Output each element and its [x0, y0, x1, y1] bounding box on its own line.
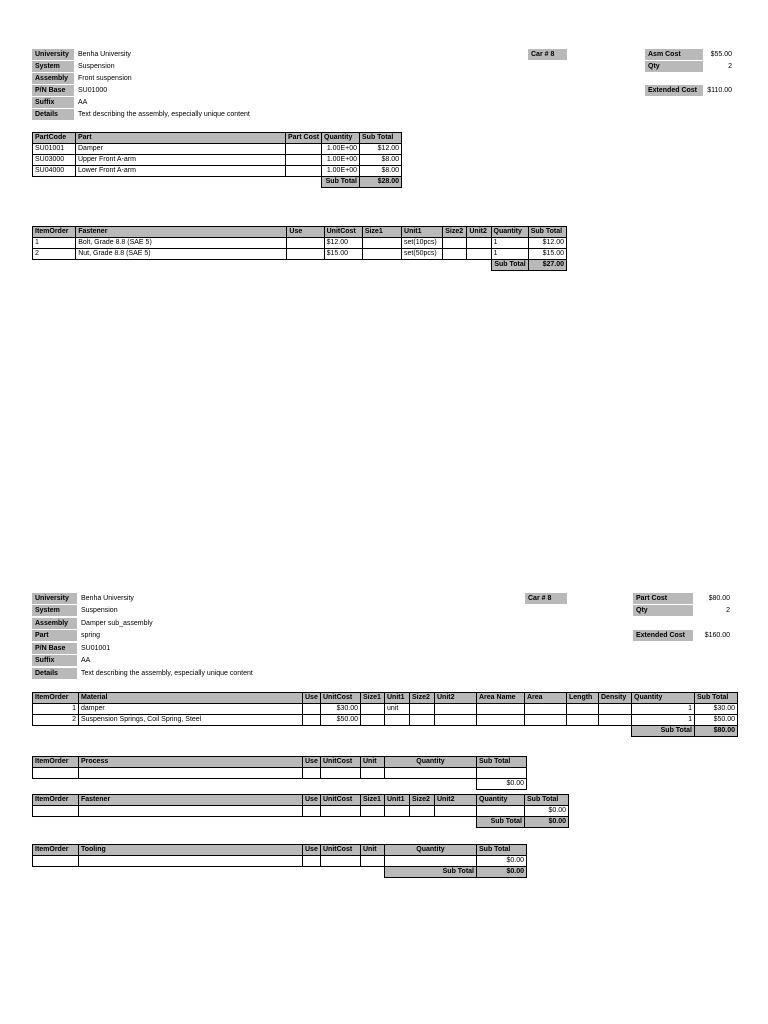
- column-header: UnitCost: [321, 795, 361, 806]
- table-cell: [410, 704, 435, 715]
- table-header-row: [33, 757, 527, 768]
- subtotal-value: $0.00: [525, 817, 569, 828]
- table-cell: set(50pcs): [402, 249, 443, 260]
- table-cell: $0.00: [477, 856, 527, 867]
- info-label: Details: [32, 668, 77, 679]
- table-cell: [385, 715, 410, 726]
- subtotal-row: [33, 867, 527, 878]
- info-value: Text describing the assembly, especially unique content: [78, 111, 250, 118]
- table-cell: $8.00: [360, 155, 402, 166]
- column-header: Unit2: [435, 693, 477, 704]
- table-cell: 2: [33, 249, 76, 260]
- table-cell: $30.00: [695, 704, 738, 715]
- table-row: [33, 856, 527, 867]
- table-row: [33, 144, 402, 155]
- info-value: spring: [81, 632, 101, 639]
- subtotal-row: [33, 260, 567, 271]
- materials-table: [32, 692, 738, 737]
- process-table: [32, 756, 527, 790]
- subtotal-label: Sub Total: [322, 177, 360, 188]
- table-cell: [286, 166, 322, 177]
- table-cell: $50.00: [321, 715, 361, 726]
- table-cell: $15.00: [528, 249, 566, 260]
- column-header: Length: [567, 693, 599, 704]
- column-header: ItemOrder: [33, 795, 79, 806]
- part-cost-label: Part Cost: [633, 593, 693, 604]
- column-header: Quantity: [477, 795, 525, 806]
- info-value: Suspension: [78, 63, 115, 70]
- column-header: Size2: [443, 227, 467, 238]
- car-number: Car # 8: [528, 49, 567, 60]
- extended-cost-value: $110.00: [707, 87, 732, 94]
- column-header: Tooling: [79, 845, 303, 856]
- fasteners-table: [32, 226, 567, 271]
- info-label: System: [32, 61, 74, 72]
- column-header: UnitCost: [324, 227, 362, 238]
- table-cell: [467, 249, 491, 260]
- column-header: Size2: [410, 693, 435, 704]
- info-value: Benha University: [81, 595, 134, 602]
- table-row: [33, 704, 738, 715]
- table-cell: 1.00E+00: [322, 166, 360, 177]
- table-cell: [361, 704, 385, 715]
- column-header: Quantity: [385, 845, 477, 856]
- table-cell: 2: [33, 715, 79, 726]
- column-header: ItemOrder: [33, 757, 79, 768]
- info-label: Part: [32, 630, 77, 641]
- asm-cost-label: Asm Cost: [645, 49, 703, 60]
- info-label: Assembly: [32, 73, 74, 84]
- column-header: Quantity: [385, 757, 477, 768]
- subtotal-label: Sub Total: [477, 817, 525, 828]
- subtotal-label: Sub Total: [385, 867, 477, 878]
- asm-cost-value: $55.00: [710, 51, 732, 58]
- table-cell: [567, 715, 599, 726]
- column-header: Sub Total: [477, 757, 527, 768]
- subtotal-label: Sub Total: [632, 726, 695, 737]
- table-cell: 1.00E+00: [322, 155, 360, 166]
- car-number: Car # 8: [525, 593, 567, 604]
- info-label: Assembly: [32, 618, 77, 629]
- table-cell: [443, 249, 467, 260]
- table-cell: [286, 144, 322, 155]
- table-row: [33, 715, 738, 726]
- column-header: Sub Total: [477, 845, 527, 856]
- info-label: Suffix: [32, 655, 77, 666]
- table-cell: 1: [491, 238, 528, 249]
- table-cell: $8.00: [360, 166, 402, 177]
- column-header: Material: [79, 693, 303, 704]
- column-header: Use: [303, 795, 321, 806]
- qty-label: Qty: [633, 605, 693, 616]
- table-cell: $12.00: [324, 238, 362, 249]
- column-header: Unit1: [402, 227, 443, 238]
- subtotal-value: $0.00: [477, 779, 527, 790]
- table-cell: [362, 249, 401, 260]
- table-cell: Upper Front A-arm: [76, 155, 286, 166]
- column-header: Unit1: [385, 693, 410, 704]
- column-header: Process: [79, 757, 303, 768]
- column-header: Use: [303, 693, 321, 704]
- parts-table: [32, 132, 402, 188]
- table-cell: [467, 238, 491, 249]
- info-value: Suspension: [81, 607, 118, 614]
- column-header: Quantity: [491, 227, 528, 238]
- table-cell: [362, 238, 401, 249]
- table-cell: [525, 704, 567, 715]
- column-header: Area: [525, 693, 567, 704]
- table-header-row: [33, 795, 569, 806]
- table-cell: [287, 249, 324, 260]
- column-header: Part: [76, 133, 286, 144]
- table-cell: Damper: [76, 144, 286, 155]
- column-header: Density: [599, 693, 632, 704]
- column-header: Sub Total: [525, 795, 569, 806]
- column-header: Use: [303, 845, 321, 856]
- table-cell: $15.00: [324, 249, 362, 260]
- table-cell: [286, 155, 322, 166]
- table-cell: [361, 715, 385, 726]
- column-header: Unit2: [435, 795, 477, 806]
- column-header: PartCode: [33, 133, 76, 144]
- info-value: Damper sub_assembly: [81, 620, 153, 627]
- column-header: Quantity: [322, 133, 360, 144]
- table-cell: 1: [632, 704, 695, 715]
- table-cell: [303, 704, 321, 715]
- table-cell: [435, 704, 477, 715]
- table-cell: [599, 704, 632, 715]
- table-cell: $12.00: [360, 144, 402, 155]
- table-cell: [443, 238, 467, 249]
- table-cell: SU03000: [33, 155, 76, 166]
- column-header: ItemOrder: [33, 693, 79, 704]
- column-header: Quantity: [632, 693, 695, 704]
- table-row: [33, 155, 402, 166]
- subtotal-value: $27.00: [528, 260, 566, 271]
- table-cell: Nut, Grade 8.8 (SAE 5): [76, 249, 287, 260]
- table-cell: unit: [385, 704, 410, 715]
- table-cell: 1: [33, 704, 79, 715]
- info-label: P/N Base: [32, 85, 74, 96]
- table-row: [33, 806, 569, 817]
- info-value: AA: [78, 99, 88, 106]
- subtotal-value: $80.00: [695, 726, 738, 737]
- qty-label: Qty: [645, 61, 703, 72]
- part-cost-value: $80.00: [708, 595, 730, 602]
- table-header-row: [33, 227, 567, 238]
- table-cell: 1: [491, 249, 528, 260]
- table-cell: [599, 715, 632, 726]
- info-value: Benha University: [78, 51, 131, 58]
- table-row: [33, 768, 527, 779]
- info-label: University: [32, 49, 74, 60]
- table-cell: $12.00: [528, 238, 566, 249]
- column-header: Size1: [361, 693, 385, 704]
- info-label: P/N Base: [32, 643, 77, 654]
- column-header: Use: [303, 757, 321, 768]
- extended-cost-label: Extended Cost: [645, 85, 703, 96]
- info-value: SU01001: [81, 645, 111, 652]
- column-header: ItemOrder: [33, 845, 79, 856]
- table-cell: $30.00: [321, 704, 361, 715]
- qty-value: 2: [726, 607, 730, 614]
- table-cell: [477, 704, 525, 715]
- info-value: Text describing the assembly, especially unique content: [81, 670, 253, 677]
- info-label: Suffix: [32, 97, 74, 108]
- tooling-table: [32, 844, 527, 878]
- subtotal-row: [33, 726, 738, 737]
- subtotal-label: Sub Total: [491, 260, 528, 271]
- column-header: Fastener: [79, 795, 303, 806]
- table-header-row: [33, 845, 527, 856]
- table-cell: damper: [79, 704, 303, 715]
- table-row: [33, 238, 567, 249]
- table-cell: [410, 715, 435, 726]
- table-cell: 1.00E+00: [322, 144, 360, 155]
- table-header-row: [33, 693, 738, 704]
- table-cell: set(10pcs): [402, 238, 443, 249]
- extended-cost-label: Extended Cost: [633, 630, 693, 641]
- table-cell: Lower Front A-arm: [76, 166, 286, 177]
- column-header: Size1: [361, 795, 385, 806]
- subtotal-row: [33, 817, 569, 828]
- table-cell: $50.00: [695, 715, 738, 726]
- table-row: [33, 779, 527, 790]
- table-cell: [477, 715, 525, 726]
- column-header: Part Cost: [286, 133, 322, 144]
- column-header: Unit2: [467, 227, 491, 238]
- subtotal-value: $0.00: [477, 867, 527, 878]
- column-header: UnitCost: [321, 845, 361, 856]
- column-header: Sub Total: [695, 693, 738, 704]
- table-cell: [303, 715, 321, 726]
- column-header: ItemOrder: [33, 227, 76, 238]
- column-header: UnitCost: [321, 757, 361, 768]
- table-cell: 1: [33, 238, 76, 249]
- table-row: [33, 166, 402, 177]
- column-header: Sub Total: [528, 227, 566, 238]
- table-cell: Bolt, Grade 8.8 (SAE 5): [76, 238, 287, 249]
- table-cell: SU01001: [33, 144, 76, 155]
- table-header-row: [33, 133, 402, 144]
- fastener-table: [32, 794, 569, 828]
- subtotal-row: [33, 177, 402, 188]
- table-cell: [435, 715, 477, 726]
- table-cell: [525, 715, 567, 726]
- table-cell: Suspension Springs, Coil Spring, Steel: [79, 715, 303, 726]
- extended-cost-value: $160.00: [704, 632, 730, 639]
- column-header: Size2: [410, 795, 435, 806]
- column-header: Use: [287, 227, 324, 238]
- subtotal-value: $28.00: [360, 177, 402, 188]
- table-cell: 1: [632, 715, 695, 726]
- column-header: Sub Total: [360, 133, 402, 144]
- info-value: AA: [81, 657, 91, 664]
- table-cell: [287, 238, 324, 249]
- table-cell: [567, 704, 599, 715]
- info-label: University: [32, 593, 77, 604]
- column-header: Unit: [361, 757, 385, 768]
- column-header: UnitCost: [321, 693, 361, 704]
- column-header: Unit: [361, 845, 385, 856]
- column-header: Size1: [362, 227, 401, 238]
- table-cell: SU04000: [33, 166, 76, 177]
- column-header: Fastener: [76, 227, 287, 238]
- info-value: SU01000: [78, 87, 108, 94]
- qty-value: 2: [728, 63, 732, 70]
- info-value: Front suspension: [78, 75, 132, 82]
- table-row: [33, 249, 567, 260]
- table-cell: $0.00: [525, 806, 569, 817]
- info-label: Details: [32, 109, 74, 120]
- info-label: System: [32, 605, 77, 616]
- column-header: Area Name: [477, 693, 525, 704]
- column-header: Unit1: [385, 795, 410, 806]
